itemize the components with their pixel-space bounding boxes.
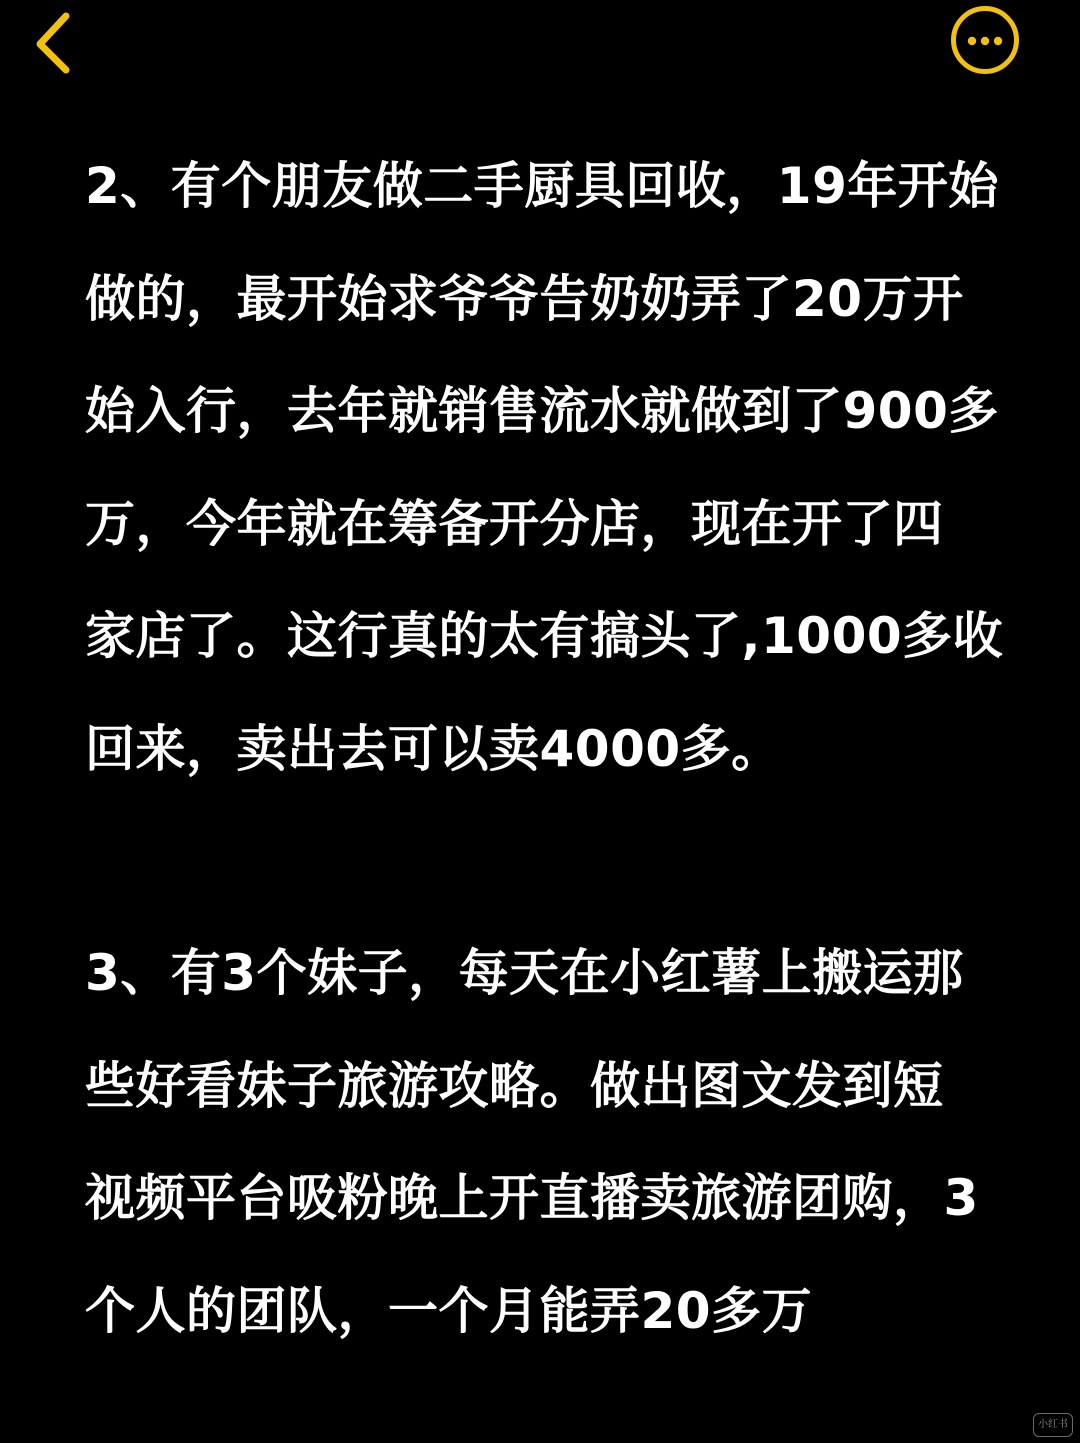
paragraph-travel-guides: 3、有3个妹子，每天在小红薯上搬运那 些好看妹子旅游攻略。做出图文发到短 视频平台吸粉晚上开直播卖旅游团购，3 个人的团队，一个月能弄20多万 bbox=[85, 944, 979, 1340]
post-body bbox=[85, 130, 1015, 1367]
back-button[interactable] bbox=[28, 8, 80, 74]
more-dots-icon bbox=[950, 5, 1020, 75]
more-options-button[interactable] bbox=[950, 5, 1020, 75]
paragraph-kitchenware-recycling: 2、有个朋友做二手厨具回收，19年开始 做的，最开始求爷爷告奶奶弄了20万开 始入行，去年就销售流水就做到了900多 万，今年就在筹备开分店，现在开了四 家店了。这行真的太有搞头了,1000多收 回来，卖出去可以卖4000多。 bbox=[85, 157, 1004, 778]
top-nav-bar bbox=[0, 0, 1080, 90]
chevron-left-icon bbox=[28, 8, 80, 74]
xiaohongshu-watermark: 小红书 bbox=[1033, 1413, 1073, 1437]
